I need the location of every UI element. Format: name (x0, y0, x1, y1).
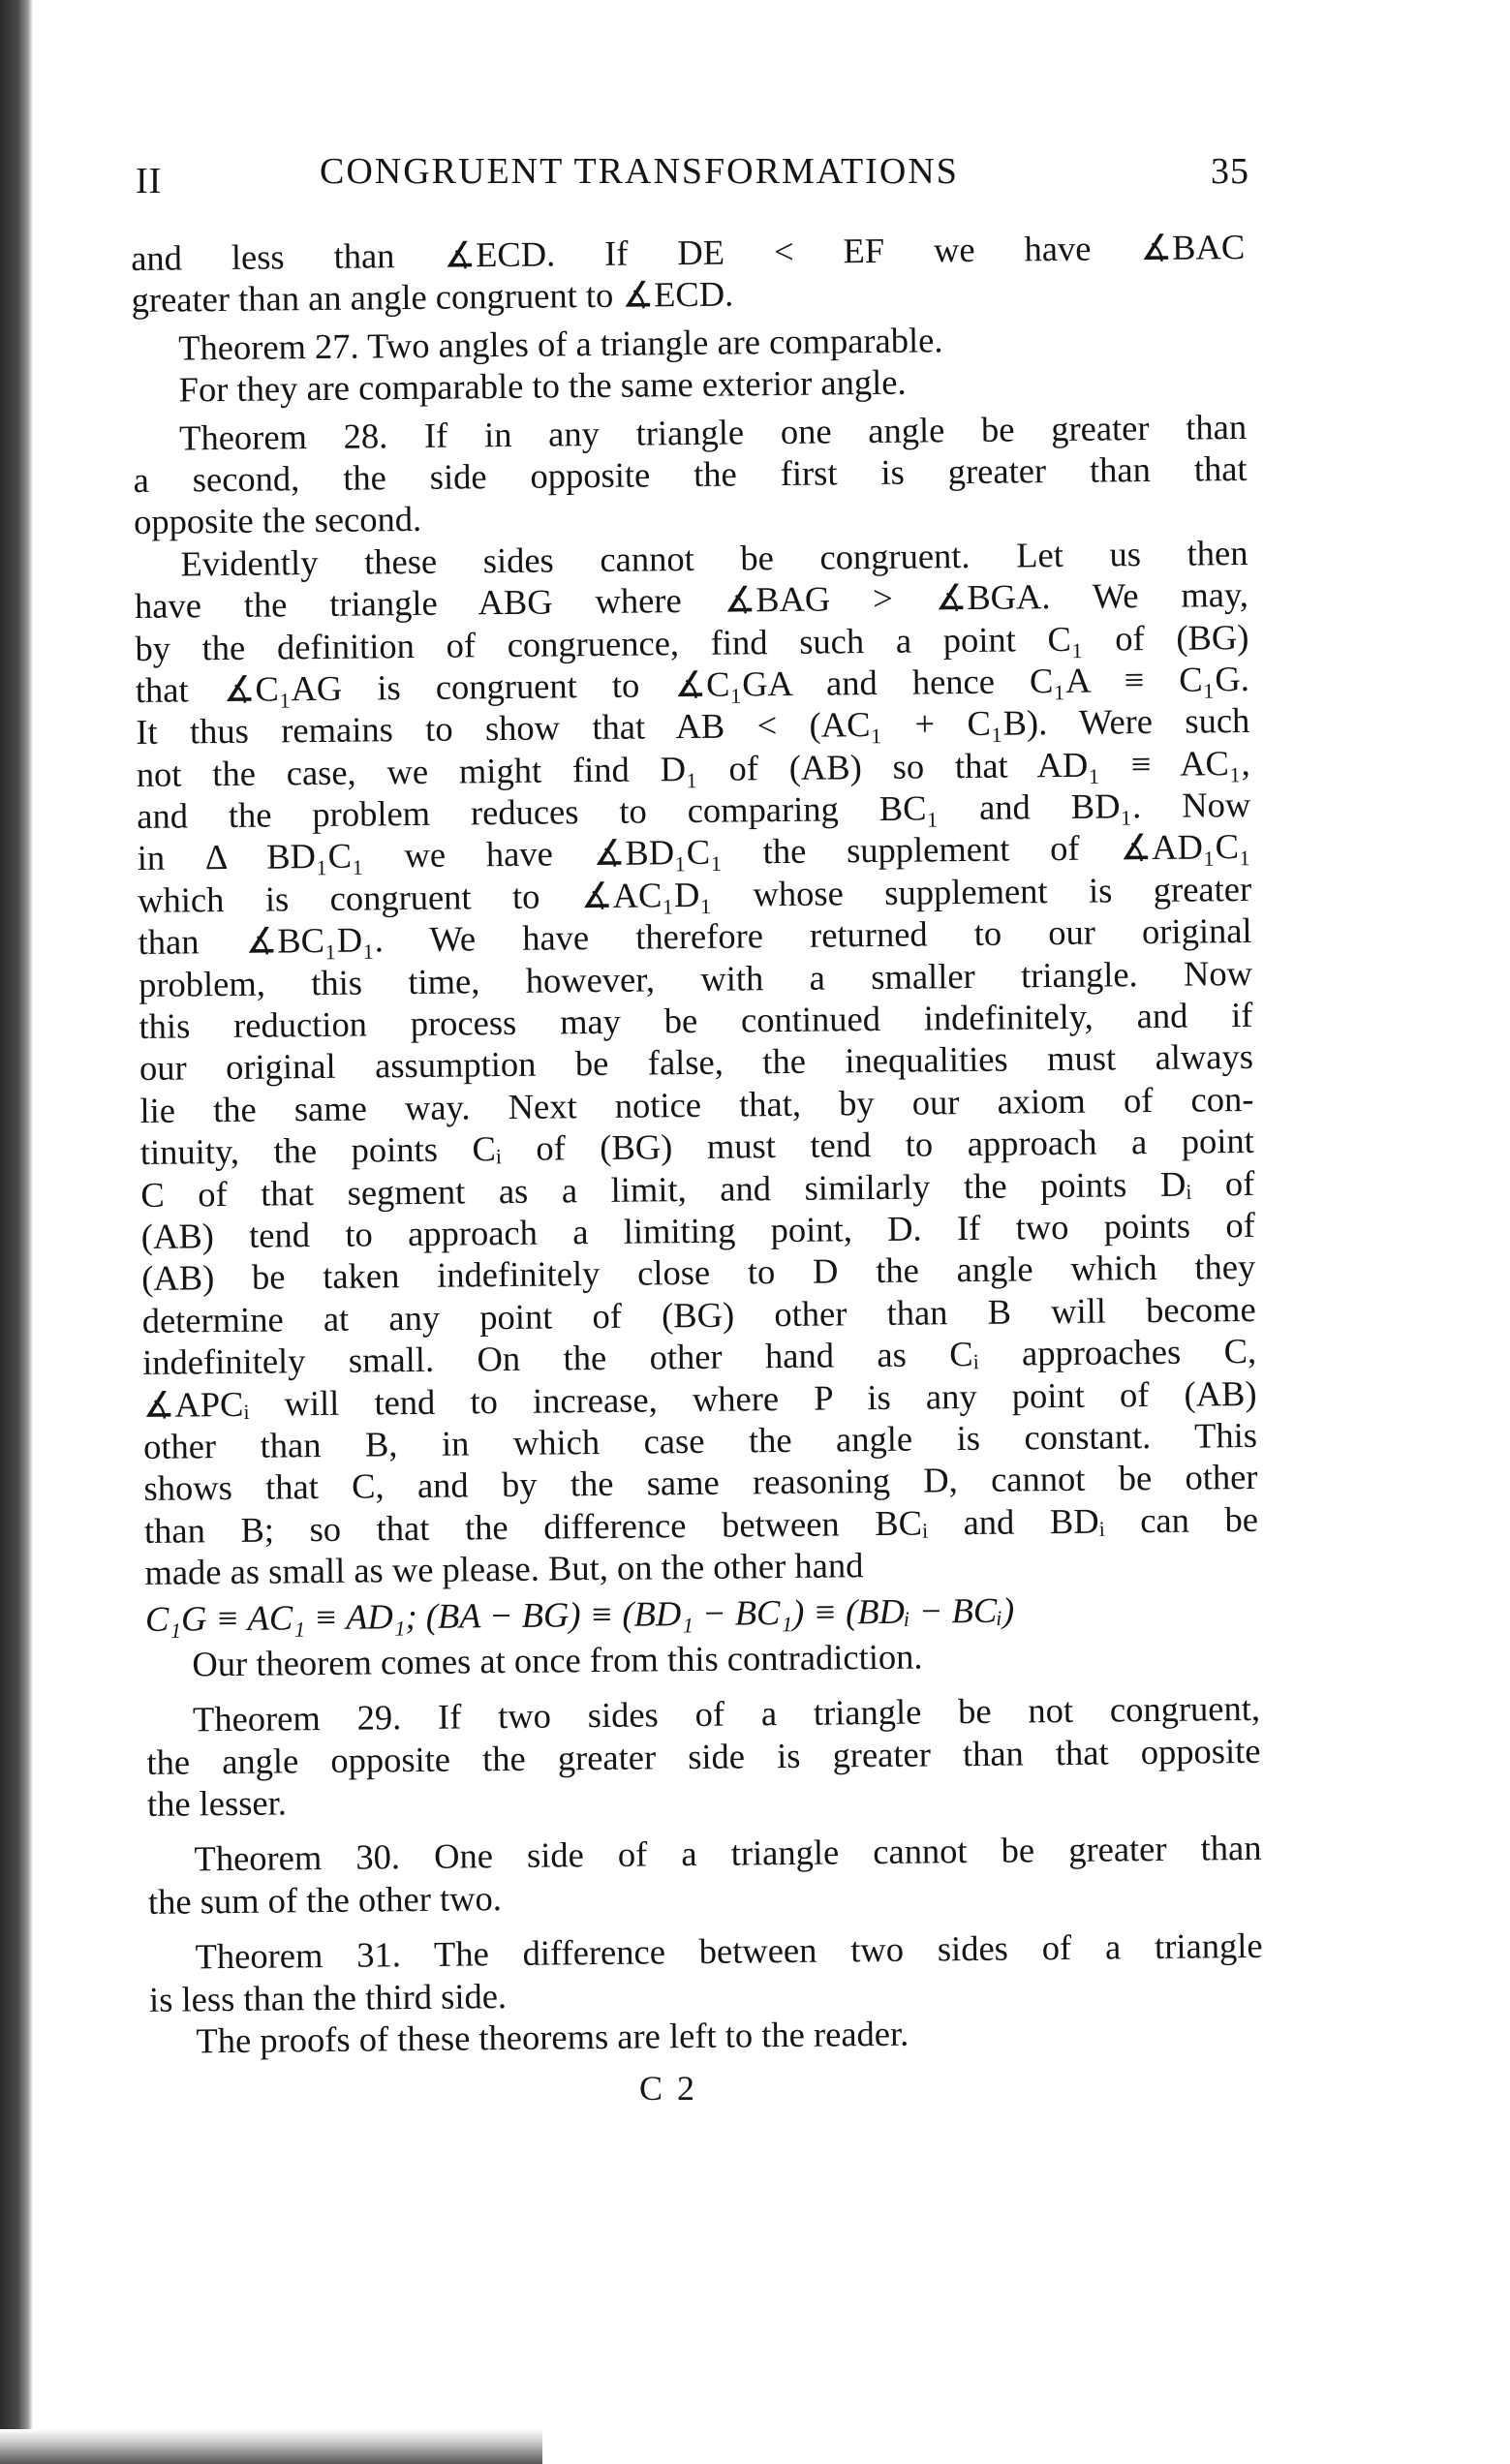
proof-line: not the case, we might find D₁ of (AB) so that AD₁ ≡ AC₁, (136, 742, 1250, 794)
proof-line: tinuity, the points Cᵢ of (BG) must tend to approach a point (139, 1121, 1255, 1173)
proof-line: our original assumption be false, the inequalities must always (139, 1036, 1254, 1089)
proof-line: made as small as we please. But, on the other hand (144, 1545, 864, 1593)
proof-line: and the problem reduces to comparing BC₁ and BD₁. Now (137, 785, 1251, 837)
scan-binding-shadow (0, 0, 33, 2464)
proof-line: this reduction process may be continued indefinitely, and if (139, 994, 1253, 1046)
proof-line: ∡APCᵢ will tend to increase, where P is any point of (AB) (142, 1372, 1257, 1425)
scan-bottom-shadow (0, 2429, 542, 2464)
theorem-30: Theorem 30. One side of a triangle cannot be greater than (194, 1828, 1262, 1879)
running-title: CONGRUENT TRANSFORMATIONS (320, 151, 959, 192)
text-line: the angle opposite the greater side is greater than that opposite (146, 1730, 1261, 1782)
proof-line: problem, this time, however, with a smaller triangle. Now (138, 952, 1253, 1004)
proof-line: shows that C, and by the same reasoning D, cannot be other (143, 1457, 1258, 1509)
congruence-equation: C₁G ≡ AC₁ ≡ AD₁; (BA − BG) ≡ (BD₁ − BC₁) ≡ (BDᵢ − BCᵢ) (144, 1589, 1015, 1639)
text-line: the sum of the other two. (147, 1877, 503, 1922)
proof-line: than B; so that the difference between BCᵢ and BDᵢ can be (143, 1498, 1259, 1551)
page-number: 35 (1211, 151, 1249, 192)
text-line: a second, the side opposite the first is greater than that (133, 447, 1248, 500)
text-line: opposite the second. (133, 499, 422, 542)
theorem-28: Theorem 28. If in any triangle one angle be greater than (178, 406, 1248, 458)
proof-line: other than B, in which case the angle is constant. This (142, 1414, 1258, 1466)
proof-line: lie the same way. Next notice that, by our axiom of con- (139, 1078, 1254, 1130)
closing-remark: The proofs of these theorems are left to the reader. (196, 2013, 909, 2061)
proof-line: which is congruent to ∡AC₁D₁ whose supplement is greater (137, 868, 1252, 920)
theorem-31: Theorem 31. The difference between two sides of a triangle (195, 1925, 1263, 1977)
proof-line: (AB) tend to approach a limiting point, D. If two points of (140, 1204, 1255, 1256)
page-body (131, 226, 1264, 2062)
text-line: greater than an angle congruent to ∡ECD. (131, 273, 734, 321)
proof-line: that ∡C₁AG is congruent to ∡C₁GA and hence C₁A ≡ C₁G. (135, 658, 1250, 710)
text-line: For they are comparable to the same exterior angle. (178, 361, 907, 410)
chapter-number: II (136, 161, 163, 201)
proof-line: indefinitely small. On the other hand as Cᵢ approaches C, (141, 1331, 1257, 1383)
proof-conclusion: Our theorem comes at once from this contradiction. (192, 1636, 923, 1684)
text-line: the lesser. (146, 1782, 288, 1824)
proof-line: Evidently these sides cannot be congruent. Let us then (180, 532, 1248, 584)
proof-line: in Δ BD₁C₁ we have ∡BD₁C₁ the supplement of ∡AD₁C₁ (137, 826, 1251, 878)
proof-line: than ∡BC₁D₁. We have therefore returned to our original (138, 910, 1252, 963)
proof-line: It thus remains to show that AB < (AC₁ + C₁B). Were such (136, 700, 1250, 753)
proof-line: (AB) be taken indefinitely close to D the angle which they (141, 1247, 1256, 1299)
signature-mark: C 2 (639, 2069, 698, 2108)
running-header (136, 150, 1249, 208)
proof-line: determine at any point of (BG) other than B will become (141, 1288, 1256, 1340)
theorem-29: Theorem 29. If two sides of a triangle be not congruent, (192, 1688, 1261, 1740)
text-line: is less than the third side. (148, 1975, 508, 2019)
proof-line: C of that segment as a limit, and similarly the points Dᵢ of (140, 1162, 1255, 1215)
theorem-27: Theorem 27. Two angles of a triangle are comparable. (177, 320, 943, 368)
proof-line: by the definition of congruence, find such a point C₁ of (BG) (135, 616, 1249, 668)
text-line: and less than ∡ECD. If DE < EF we have ∡BAC (131, 226, 1246, 278)
proof-line: have the triangle ABG where ∡BAG > ∡BGA. We may, (134, 574, 1249, 627)
